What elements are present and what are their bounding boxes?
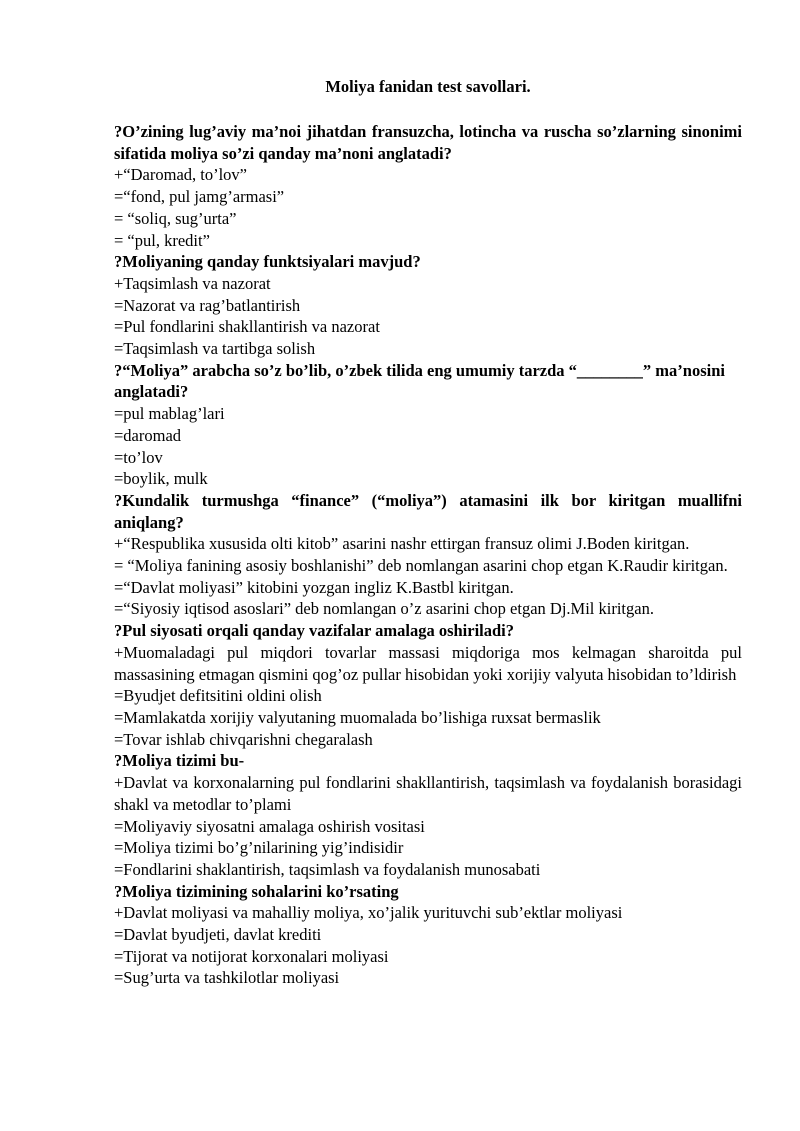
question: ?Moliyaning qanday funktsiyalari mavjud? bbox=[114, 252, 421, 272]
answer-option: = “pul, kredit” bbox=[114, 230, 210, 250]
question: ?Moliya tizimining sohalarini ko’rsating bbox=[114, 881, 399, 901]
answer-option: =Byudjet defitsitini oldini olish bbox=[114, 686, 322, 706]
answer-option: +“Daromad, to’lov” bbox=[114, 165, 248, 185]
answer-option: =Fondlarini shaklantirish, taqsimlash va foydalanish munosabati bbox=[114, 859, 541, 879]
answer-option: =Taqsimlash va tartibga solish bbox=[114, 339, 316, 359]
answer-option: =pul mablag’lari bbox=[114, 404, 225, 424]
answer-option: =Tijorat va notijorat korxonalari moliyasi bbox=[114, 946, 389, 966]
question: ?“Moliya” arabcha so’z bo’lib, o’zbek tilida eng umumiy tarzda “________” ma’nosini anglatadi? bbox=[114, 360, 725, 402]
question: ?Moliya tizimi bu- bbox=[114, 751, 245, 771]
answer-option: = “Moliya fanining asosiy boshlanishi” deb nomlangan asarini chop etgan K.Raudir kiritgan. bbox=[114, 556, 728, 576]
answer-option: =Sug’urta va tashkilotlar moliyasi bbox=[114, 968, 340, 988]
answer-option: =Pul fondlarini shakllantirish va nazorat bbox=[114, 317, 380, 337]
answer-option: +Davlat va korxonalarning pul fondlarini shakllantirish, taqsimlash va foydalanish borasidagi shakl va metodlar to’plami bbox=[114, 773, 742, 814]
question-list bbox=[114, 121, 742, 989]
question: ?Kundalik turmushga “finance” (“moliya”) atamasini ilk bor kiritgan muallifni aniqlang? bbox=[114, 490, 742, 532]
answer-option: =boylik, mulk bbox=[114, 469, 208, 489]
answer-option: =Nazorat va rag’batlantirish bbox=[114, 295, 301, 315]
question: ?O’zining lug’aviy ma’noi jihatdan fransuzcha, lotincha va ruscha so’zlarning sinonimi sifatida moliya so’zi qanday ma’noni anglatadi? bbox=[114, 122, 742, 163]
answer-option: +Davlat moliyasi va mahalliy moliya, xo’jalik yurituvchi sub’ektlar moliyasi bbox=[114, 903, 623, 923]
answer-option: =“Siyosiy iqtisod asoslari” deb nomlangan o’z asarini chop etgan Dj.Mil kiritgan. bbox=[114, 599, 654, 619]
answer-option: =to’lov bbox=[114, 447, 163, 467]
answer-option: = “soliq, sug’urta” bbox=[114, 208, 237, 228]
answer-option: =Tovar ishlab chivqarishni chegaralash bbox=[114, 729, 373, 749]
answer-option: =Moliyaviy siyosatni amalaga oshirish vositasi bbox=[114, 816, 425, 836]
answer-option: =“Davlat moliyasi” kitobini yozgan ingliz K.Bastbl kiritgan. bbox=[114, 577, 514, 597]
answer-option: +“Respublika xususida olti kitob” asarini nashr ettirgan fransuz olimi J.Boden kiritgan. bbox=[114, 534, 690, 554]
answer-option: +Taqsimlash va nazorat bbox=[114, 273, 271, 293]
answer-option: =Davlat byudjeti, davlat krediti bbox=[114, 925, 322, 945]
answer-option: =“fond, pul jamg’armasi” bbox=[114, 187, 285, 207]
answer-option: =daromad bbox=[114, 425, 182, 445]
page-title: Moliya fanidan test savollari. bbox=[325, 77, 531, 96]
answer-option: =Moliya tizimi bo’g’nilarining yig’indisidir bbox=[114, 838, 404, 858]
answer-option: =Mamlakatda xorijiy valyutaning muomalada bo’lishiga ruxsat bermaslik bbox=[114, 707, 601, 727]
answer-option: +Muomaladagi pul miqdori tovarlar massasi miqdoriga mos kelmagan sharoitda pul massasining etmagan qismini qog’oz pullar hisobidan yoki xorijiy valyuta hisobidan to’ldirish bbox=[114, 642, 742, 684]
question: ?Pul siyosati orqali qanday vazifalar amalaga oshiriladi? bbox=[114, 621, 515, 641]
